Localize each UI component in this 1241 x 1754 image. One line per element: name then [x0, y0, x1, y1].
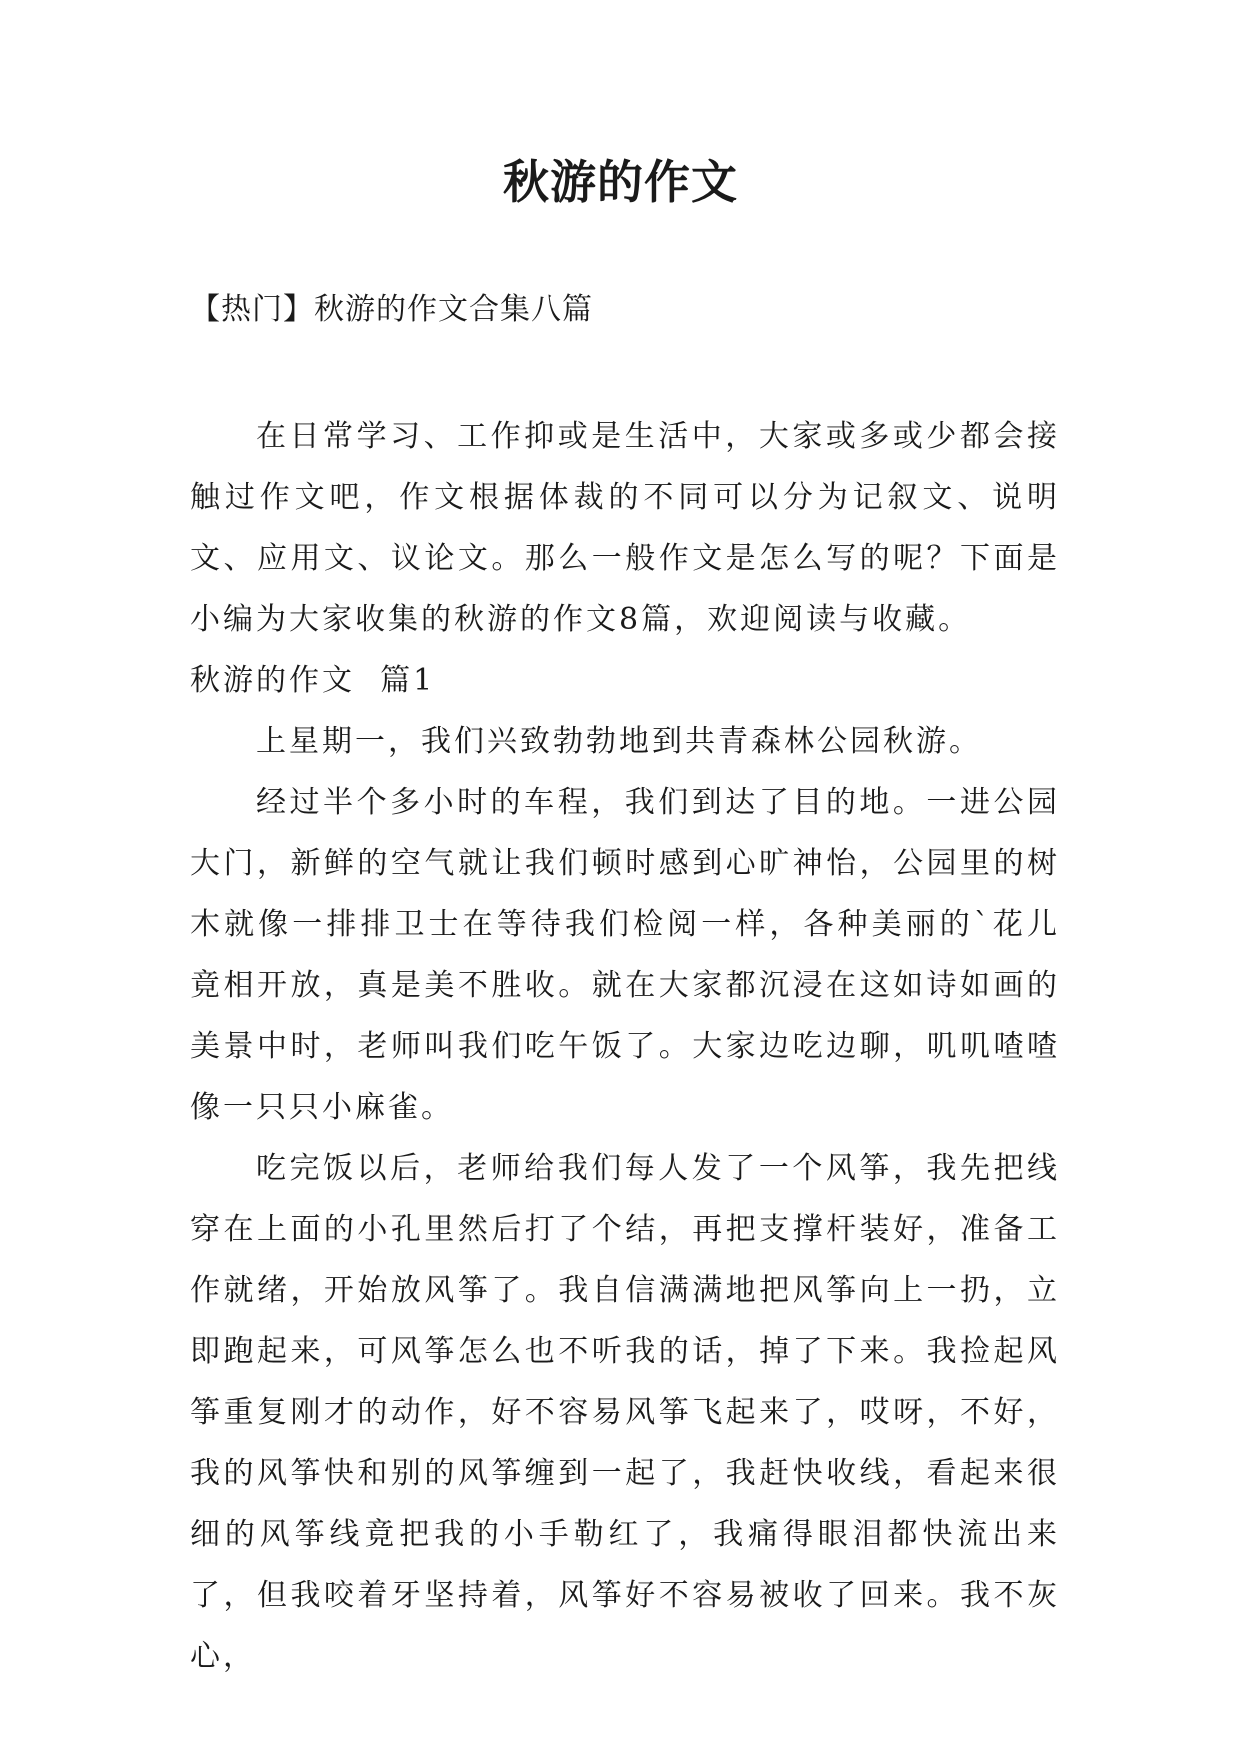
body-paragraph: 经过半个多小时的车程，我们到达了目的地。一进公园大门，新鲜的空气就让我们顿时感到心旷神怡，公园里的树木就像一排排卫士在等待我们检阅一样，各种美丽的`花儿竟相开放，真是美不胜收。就在大家都沉浸在这如诗如画的美景中时，老师叫我们吃午饭了。大家边吃边聊，叽叽喳喳像一只只小麻雀。 [190, 785, 1060, 1125]
body-paragraph: 吃完饭以后，老师给我们每人发了一个风筝，我先把线穿在上面的小孔里然后打了个结，再把支撑杆装好，准备工作就绪，开始放风筝了。我自信满满地把风筝向上一扔，立即跑起来，可风筝怎么也不听我的话，掉了下来。我捡起风筝重复刚才的动作，好不容易风筝飞起来了，哎呀，不好，我的风筝快和别的风筝缠到一起了，我赶快收线，看起来很细的风筝线竟把我的小手勒红了，我痛得眼泪都快流出来了，但我咬着牙坚持着，风筝好不容易被收了回来。我不灰心， [190, 1151, 1060, 1674]
document-subtitle: 【热门】秋游的作文合集八篇 [190, 292, 593, 327]
document-body [190, 406, 1060, 1687]
body-paragraph: 上星期一，我们兴致勃勃地到共青森林公园秋游。 [256, 724, 982, 759]
document-title: 秋游的作文 [503, 155, 738, 209]
intro-paragraph: 在日常学习、工作抑或是生活中，大家或多或少都会接触过作文吧，作文根据体裁的不同可以分为记叙文、说明文、应用文、议论文。那么一般作文是怎么写的呢？下面是小编为大家收集的秋游的作文8篇，欢迎阅读与收藏。 [190, 419, 1060, 637]
section-heading: 秋游的作文 篇1 [190, 663, 436, 698]
